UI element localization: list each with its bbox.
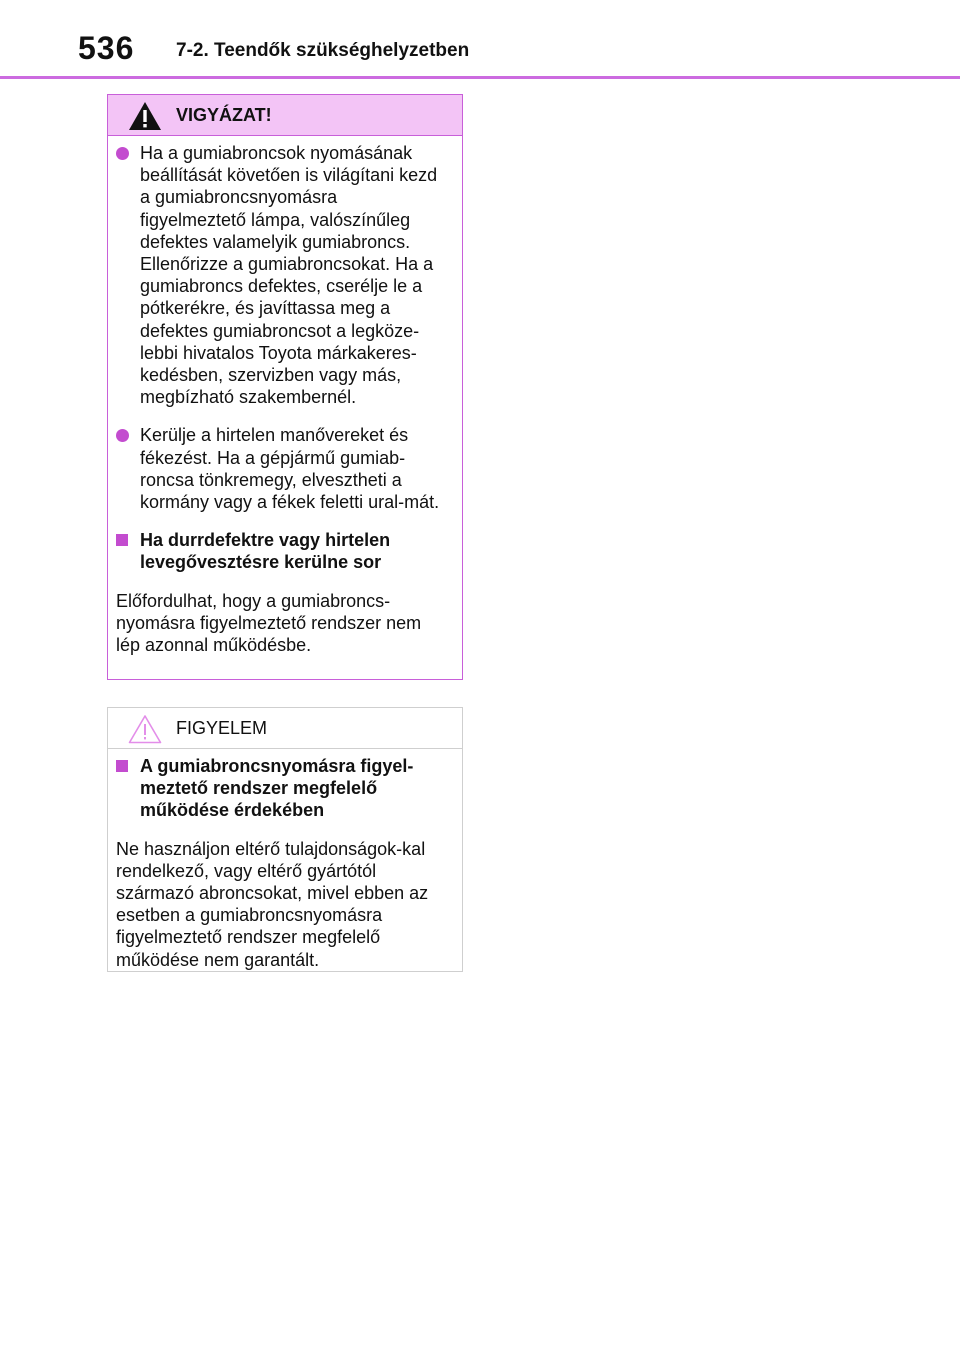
page-header <box>0 0 960 80</box>
caution-box-header <box>108 708 462 749</box>
caution-subheading <box>116 755 444 822</box>
warning-box <box>107 94 463 680</box>
caution-box-title: FIGYELEM <box>176 718 268 738</box>
square-bullet-icon <box>116 534 128 546</box>
header-divider <box>0 76 960 79</box>
warning-bullet-1 <box>116 142 444 408</box>
caution-paragraph: Ne használjon eltérő tulajdonságok-kal rendelkező, vagy eltérő gyártótól származó abroncsokat, mivel ebben az esetben a gumiabroncsnyomásra figyelmeztető rendszer megfelelő működése nem garantált. <box>116 838 429 970</box>
warning-box-content <box>108 142 462 656</box>
page-number: 536 <box>78 30 135 66</box>
caution-subheading-text: A gumiabroncsnyomásra figyel-meztető rendszer megfelelő működése érdekében <box>140 756 414 821</box>
section-title: 7-2. Teendők szükséghelyzetben <box>176 40 470 61</box>
bullet-dot-icon <box>116 429 129 442</box>
caution-box <box>107 707 463 972</box>
warning-paragraph: Előfordulhat, hogy a gumiabroncs-nyomásra figyelmeztető rendszer nem lép azonnal működésbe. <box>116 590 422 656</box>
warning-box-header <box>108 95 462 136</box>
warning-bullet-1-text: Ha a gumiabroncsok nyomásának beállítását követően is világítani kezd a gumiabroncsnyomásra figyelmeztető lámpa, valószínűleg defektes valamelyik gumiabroncs. Ellenőrizze a gumiabroncsokat. Ha a gumiabroncs defektes, cserélje le a pótkerékre, és javíttassa meg a defektes gumiabroncsot a legköze-lebbi hivatalos Toyota márkakeres-kedésben, szervizben vagy más, megbízható szakembernél. <box>140 143 438 408</box>
square-bullet-icon <box>116 760 128 772</box>
caution-box-content <box>108 755 462 971</box>
warning-bullet-2-text: Kerülje a hirtelen manővereket és fékezést. Ha a gépjármű gumiab-roncsa tönkremegy, elvesztheti a kormány vagy a fékek feletti ural-mát. <box>140 425 440 513</box>
bullet-dot-icon <box>116 147 129 160</box>
warning-subheading <box>116 529 444 573</box>
warning-subheading-text: Ha durrdefektre vagy hirtelen levegővesztésre kerülne sor <box>140 530 391 573</box>
caution-triangle-icon <box>128 714 162 744</box>
warning-bullet-2 <box>116 424 444 513</box>
warning-box-title: VIGYÁZAT! <box>176 105 272 125</box>
warning-triangle-icon <box>128 101 162 131</box>
